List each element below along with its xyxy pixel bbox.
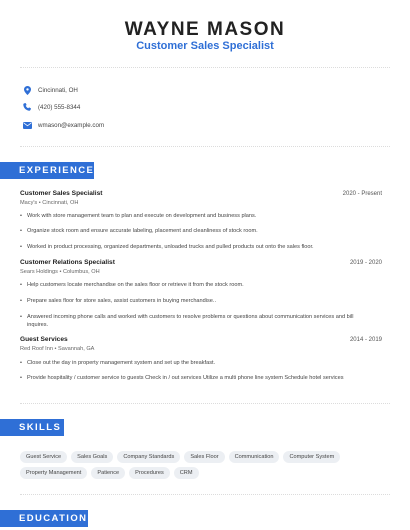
job-bullet: • Close out the day in property management system and set up the breakfast. [20,359,365,367]
divider [20,67,390,68]
contact-phone [22,101,81,113]
contact-location-text: Cincinnati, OH [38,86,78,94]
job-title: Customer Sales Specialist [20,190,103,197]
contact-email-text: wmason@example.com [38,121,105,129]
job-title: Customer Relations Specialist [20,259,115,266]
job-company: Red Roof Inn • Savannah, GA [20,346,95,352]
divider [20,494,390,495]
contact-phone-text: (420) 555-8344 [38,103,81,111]
location-pin-icon [22,85,32,95]
job-bullet: • Work with store management team to plan and execute on development and business plans. [20,212,365,220]
skills-list [20,451,370,479]
skill-chip: Procedures [129,467,170,479]
job-title: Guest Services [20,336,68,343]
email-icon [22,120,32,130]
job-bullet: • Organize stock room and ensure accurate labeling, placement and cleanliness of stock room. [20,227,365,235]
section-experience: EXPERIENCE [0,162,94,179]
skill-chip: Property Management [20,467,87,479]
job-dates: 2019 - 2020 [349,260,382,266]
skill-chip: Patience [91,467,125,479]
skill-chip: CRM [174,467,199,479]
section-education: EDUCATION [0,510,88,527]
contact-location [22,84,78,96]
job-bullet: • Help customers locate merchandise on the sales floor or retrieve it from the stock room. [20,281,365,289]
skill-chip: Sales Goals [71,451,113,463]
job-company: Sears Holdings • Columbus, OH [20,269,100,275]
divider [20,146,390,147]
job-company: Macy's • Cincinnati, OH [20,200,79,206]
skill-chip: Guest Service [20,451,67,463]
skill-chip: Company Standards [117,451,180,463]
job-dates: 2014 - 2019 [349,337,382,343]
job-bullet: • Provide hospitality / customer service to guests Check in / out services Utilize a multi phone line system Schedule hotel services [20,374,365,382]
divider [20,403,390,404]
job-dates: 2020 - Present [342,191,382,197]
job-bullet: • Prepare sales floor for store sales, assist customers in buying merchandise.. [20,297,365,305]
page-title: WAYNE MASON [124,19,286,40]
job-bullet: • Answered incoming phone calls and worked with customers to resolve problems or questions about communication services and bill inquires. [20,313,365,329]
skill-chip: Sales Floor [184,451,224,463]
skill-chip: Communication [229,451,280,463]
section-skills: SKILLS [0,419,64,436]
contact-email [22,119,105,131]
job-title-heading: Customer Sales Specialist [136,40,274,52]
phone-icon [22,102,32,112]
job-bullet: • Worked in product processing, organized departments, unloaded trucks and pulled products out onto the sales floor. [20,243,365,251]
skill-chip: Computer System [283,451,340,463]
